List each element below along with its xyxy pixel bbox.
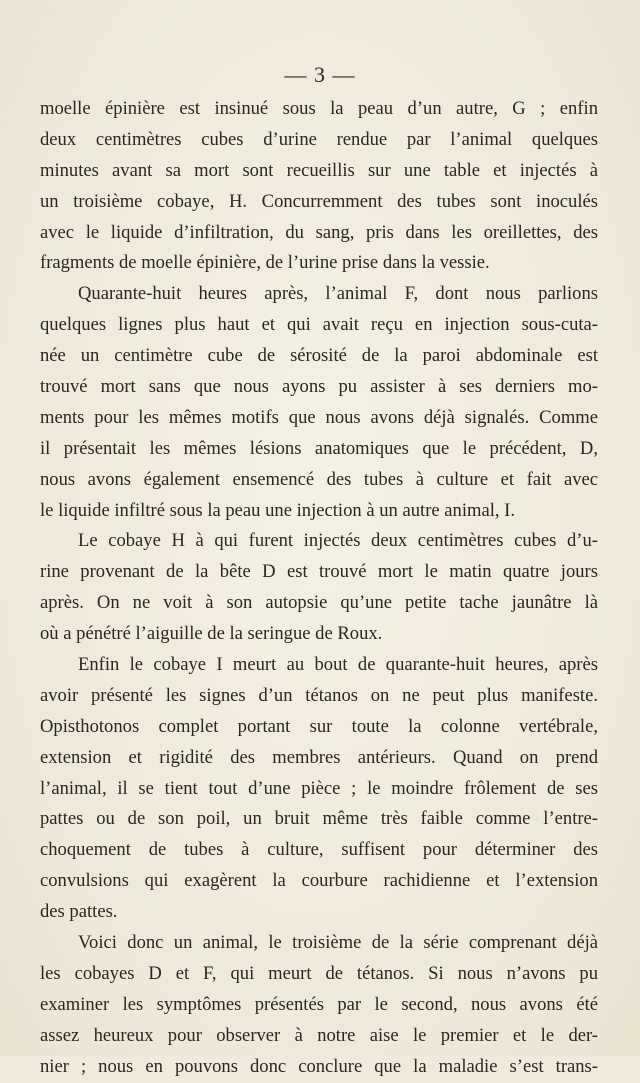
text-line: nous avons également ensemencé des tubes à culture et fait avec (40, 468, 598, 490)
text-line: un troisième cobaye, H. Concurremment des tubes sont inoculés (40, 190, 598, 212)
text-line: Enfin le cobaye I meurt au bout de quarante-huit heures, après (78, 654, 598, 676)
text-line: Quarante-huit heures après, l’animal F, dont nous parlions (78, 283, 598, 305)
text-line: quelques lignes plus haut et qui avait reçu en injection sous-cuta- (40, 314, 598, 336)
body-text (40, 94, 598, 1083)
text-line: après. On ne voit à son autopsie qu’une petite tache jaunâtre là (40, 592, 598, 614)
text-line: examiner les symptômes présentés par le second, nous avons été (40, 993, 598, 1015)
text-line: choquement de tubes à culture, suffisent pour déterminer des (40, 839, 598, 861)
text-line: nier ; nous en pouvons donc conclure que la maladie s’est trans- (40, 1055, 598, 1077)
text-line: deux centimètres cubes d’urine rendue par l’animal quelques (40, 128, 598, 150)
text-line: assez heureux pour observer à notre aise le premier et le der- (40, 1024, 598, 1046)
text-line: avec le liquide d’infiltration, du sang, pris dans les oreillettes, des (40, 221, 598, 243)
text-line: il présentait les mêmes lésions anatomiques que le précédent, D, (40, 437, 598, 459)
text-line: extension et rigidité des membres antérieurs. Quand on prend (40, 746, 598, 768)
text-line: rine provenant de la bête D est trouvé mort le matin quatre jours (40, 561, 598, 583)
text-line: des pattes. (40, 901, 118, 923)
text-line: ments pour les mêmes motifs que nous avons déjà signalés. Comme (40, 406, 598, 428)
text-line: Le cobaye H à qui furent injectés deux centimètres cubes d’u- (78, 530, 598, 552)
text-line: les cobayes D et F, qui meurt de tétanos. Si nous n’avons pu (40, 962, 598, 984)
text-line: trouvé mort sans que nous ayons pu assister à ses derniers mo- (40, 376, 598, 398)
text-line: convulsions qui exagèrent la courbure rachidienne et l’extension (40, 870, 598, 892)
text-line: l’animal, il se tient tout d’une pièce ; le moindre frôlement de ses (40, 777, 598, 799)
page-number: — 3 — (284, 62, 356, 87)
text-line: pattes ou de son poil, un bruit même très faible comme l’entre- (40, 808, 598, 830)
text-line: moelle épinière est insinué sous la peau d’un autre, G ; enfin (40, 98, 598, 119)
text-line: Voici donc un animal, le troisième de la série comprenant déjà (78, 932, 598, 954)
text-line: née un centimètre cube de sérosité de la paroi abdominale est (40, 345, 598, 367)
text-line: Opisthotonos complet portant sur toute la colonne vertébrale, (40, 715, 598, 737)
text-line: fragments de moelle épinière, de l’urine prise dans la vessie. (40, 252, 490, 274)
text-line: minutes avant sa mort sont recueillis sur une table et injectés à (40, 159, 598, 181)
text-line: le liquide infiltré sous la peau une injection à un autre animal, I. (40, 499, 516, 521)
text-line: où a pénétré l’aiguille de la seringue de Roux. (40, 623, 383, 645)
text-line: avoir présenté les signes d’un tétanos on ne peut plus manifeste. (40, 684, 598, 706)
